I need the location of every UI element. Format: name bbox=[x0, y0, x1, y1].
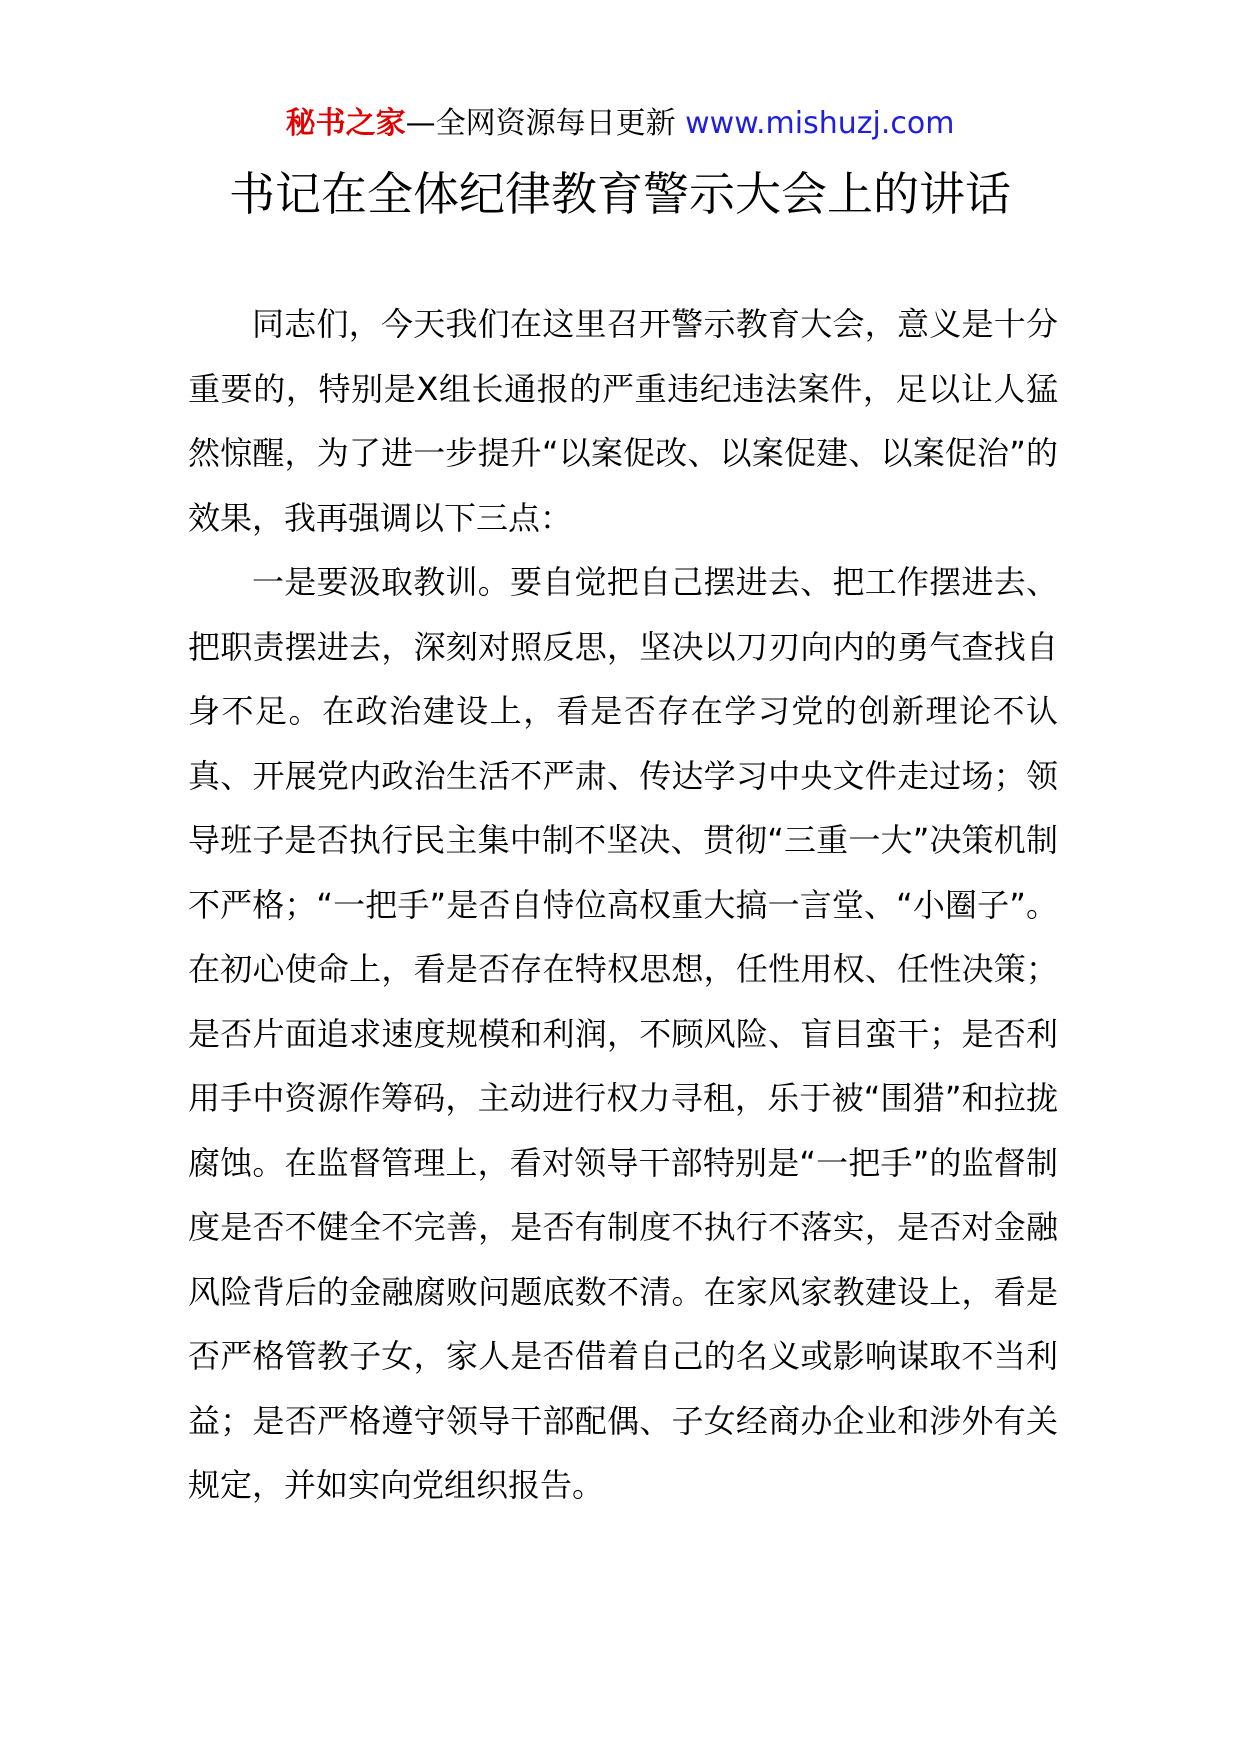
paragraph-intro: 同志们，今天我们在这里召开警示教育大会，意义是十分重要的，特别是X组长通报的严重违纪违法案件，足以让人猛然惊醒，为了进一步提升“以案促改、以案促建、以案促治”的效果，我再强调以下三点： bbox=[188, 305, 1058, 537]
paragraph-point-one: 一是要汲取教训。要自觉把自己摆进去、把工作摆进去、把职责摆进去，深刻对照反思，坚决以刀刃向内的勇气查找自身不足。在政治建设上，看是否存在学习党的创新理论不认真、开展党内政治生活不严肃、传达学习中央文件走过场；领导班子是否执行民主集中制不坚决、贯彻“三重一大”决策机制不严格；“一把手”是否自恃位高权重大搞一言堂、“小圈子”。在初心使命上，看是否存在特权思想，任性用权、任性决策；是否片面追求速度规模和利润，不顾风险、盲目蛮干；是否利用手中资源作筹码，主动进行权力寻租，乐于被“围猎”和拉拢腐蚀。在监督管理上，看对领导干部特别是“一把手”的监督制度是否不健全不完善，是否有制度不执行不落实，是否对金融风险背后的金融腐败问题底数不清。在家风家教建设上，看是否严格管教子女，家人是否借着自己的名义或影响谋取不当利益；是否严格遵守领导干部配偶、子女经商办企业和涉外有关规定，并如实向党组织报告。 bbox=[188, 563, 1058, 1504]
document-body bbox=[188, 292, 1058, 1518]
brand-name: 秘书之家 bbox=[285, 106, 406, 141]
site-header bbox=[0, 104, 1240, 144]
document-title: 书记在全体纪律教育警示大会上的讲话 bbox=[229, 167, 1011, 221]
site-url-link[interactable]: www.mishuzj.com bbox=[685, 106, 955, 141]
header-slogan: —全网资源每日更新 bbox=[405, 106, 676, 141]
